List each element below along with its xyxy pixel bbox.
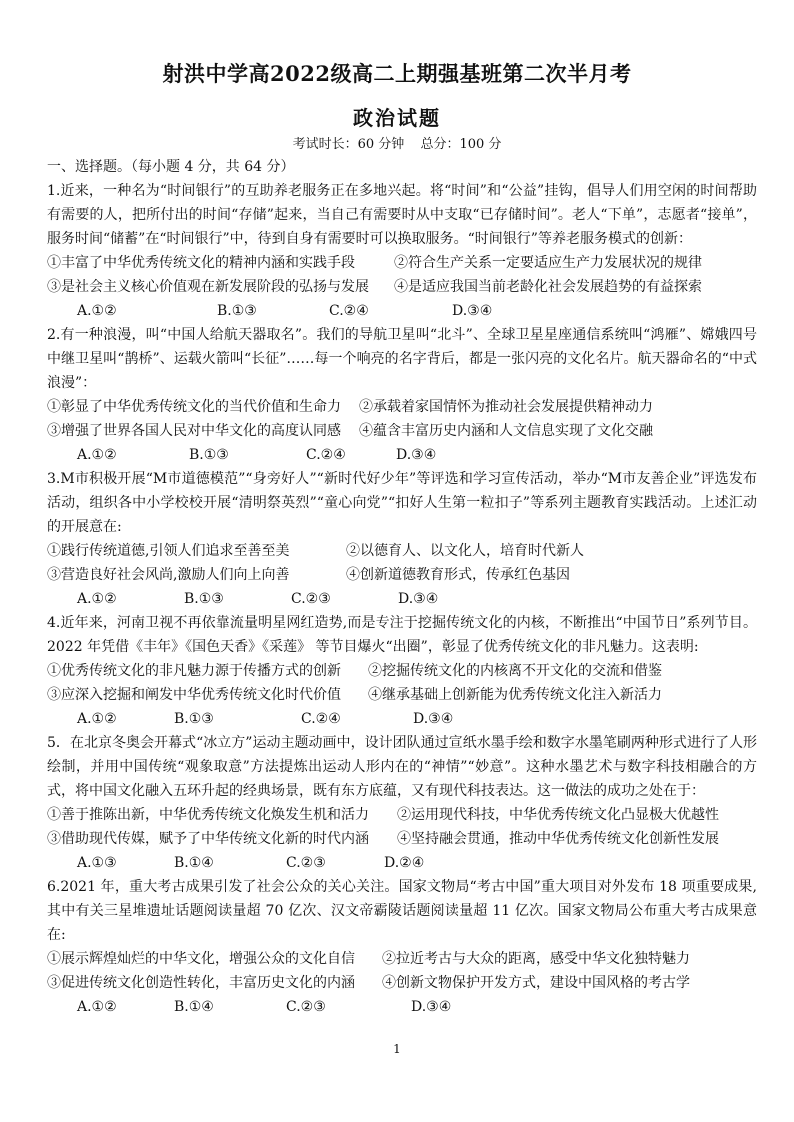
choice-a: A.①② — [77, 447, 117, 463]
question-1 — [47, 179, 757, 323]
answer-choices — [47, 707, 757, 731]
choice-b: B.①③ — [217, 303, 257, 319]
option-2: ②承载着家国情怀为推动社会发展提供精神动力 — [359, 399, 653, 415]
question-2 — [47, 323, 757, 467]
option-row — [47, 251, 757, 275]
option-4: ④创新道德教育形式，传承红色基因 — [346, 567, 570, 583]
option-3: ③增强了世界各国人民对中华文化的高度认同感 — [47, 423, 341, 439]
option-4: ④蕴含丰富历史内涵和人文信息实现了文化交融 — [359, 423, 653, 439]
choice-c: C.②④ — [301, 711, 341, 727]
exam-content — [47, 155, 757, 1019]
choice-d: D.③④ — [413, 711, 454, 727]
option-2: ②运用现代科技，中华优秀传统文化凸显极大优越性 — [397, 807, 719, 823]
option-4: ④继承基础上创新能为优秀传统文化注入新活力 — [368, 687, 662, 703]
option-row — [47, 395, 757, 419]
choice-b: B.①④ — [174, 999, 214, 1015]
option-2: ②以德育人、以文化人，培育时代新人 — [346, 543, 584, 559]
option-4: ④坚持融会贯通，推动中华优秀传统文化创新性发展 — [397, 831, 719, 847]
option-1: ①优秀传统文化的非凡魅力源于传播方式的创新 — [47, 663, 341, 679]
choice-b: B.①④ — [174, 855, 214, 871]
option-4: ④是适应我国当前老龄化社会发展趋势的有益探索 — [394, 279, 702, 295]
question-5 — [47, 731, 757, 875]
option-2: ②挖掘传统文化的内核离不开文化的交流和借鉴 — [368, 663, 662, 679]
choice-c: C.②③ — [286, 999, 326, 1015]
option-row — [47, 539, 757, 563]
option-row — [47, 947, 757, 971]
option-row — [47, 971, 757, 995]
choice-a: A.①② — [77, 591, 117, 607]
option-1: ①丰富了中华优秀传统文化的精神内涵和实践手段 — [47, 255, 355, 271]
question-stem: 5．在北京冬奥会开幕式“冰立方”运动主题动画中，设计团队通过宣纸水墨手绘和数字水墨笔刷两种形式进行了人形绘制，并用中国传统“观象取意”方法提炼出运动人形内在的“神情”“妙意”。这种水墨艺术与数字科技相融合的方式，将中国文化融入五环升起的经典场景，既有东方底蕴，又有现代科技表达。这一做法的成功之处在于： — [47, 735, 757, 799]
choice-d: D.②④ — [384, 855, 425, 871]
option-3: ③营造良好社会风尚,激励人们向上向善 — [47, 567, 290, 583]
choice-c: C.②③ — [291, 591, 331, 607]
answer-choices — [47, 587, 757, 611]
choice-d: D.③④ — [452, 303, 493, 319]
choice-a: A.①② — [77, 999, 117, 1015]
option-row — [47, 659, 757, 683]
exam-title: 射洪中学高2022级高二上期强基班第二次半月考 — [162, 61, 632, 86]
choice-b: B.①③ — [184, 591, 224, 607]
option-row — [47, 827, 757, 851]
option-1: ①践行传统道德,引领人们追求至善至美 — [47, 543, 290, 559]
section-heading: 一、选择题。（每小题 4 分，共 64 分） — [47, 159, 295, 175]
option-3: ③促进传统文化创造性转化，丰富历史文化的内涵 — [47, 975, 355, 991]
option-2: ②符合生产关系一定要适应生产力发展状况的规律 — [394, 255, 702, 271]
choice-d: D.③④ — [398, 591, 439, 607]
question-stem: 6.2021 年，重大考古成果引发了社会公众的关心关注。国家文物局“考古中国”重大项目对外发布 18 项重要成果,其中有关三星堆遗址话题阅读量超 70 亿次、汉文帝霸陵话题阅读量超 11 亿次。国家文物局公布重大考古成果意在: — [47, 879, 757, 943]
choice-a: A.①③ — [77, 855, 117, 871]
question-4 — [47, 611, 757, 731]
choice-a: A.①② — [77, 711, 117, 727]
question-3 — [47, 467, 757, 611]
exam-subject: 政治试题 — [353, 106, 441, 130]
question-stem: 3.M市积极开展“M市道德模范”“身旁好人”“新时代好少年”等评选和学习宣传活动，举办“M市友善企业”评选发布活动，组织各中小学校校开展“清明祭英烈”“童心向党”“扣好人生第一粒扣子”等系列主题教育实践活动。上述汇动的开展意在: — [47, 471, 757, 535]
question-stem: 2.有一种浪漫，叫“中国人给航天器取名”。我们的导航卫星叫“北斗”、全球卫星星座通信系统叫“鸿雁”、嫦娥四号中继卫星叫“鹊桥”、运载火箭叫“长征”……每一个响亮的名字背后，都是一张闪亮的文化名片。航天器命名的“中式浪漫”： — [47, 327, 757, 391]
option-2: ②拉近考古与大众的距离，感受中华文化独特魅力 — [382, 951, 690, 967]
question-stem: 4.近年来，河南卫视不再依靠流量明星网红造势,而是专注于挖掘传统文化的内核，不断推出“中国节日”系列节目。2022 年凭借《丰年》《国色天香》《采莲》 等节目爆火“出圈”，彰显了优秀传统文化的非凡魅力。这表明: — [47, 615, 757, 655]
choice-c: C.②③ — [286, 855, 326, 871]
page-number: 1 — [393, 1042, 401, 1056]
choice-c: C.②④ — [306, 447, 346, 463]
choice-d: D.③④ — [411, 999, 452, 1015]
option-4: ④创新文物保护开发方式，建设中国风格的考古学 — [382, 975, 690, 991]
option-row — [47, 275, 757, 299]
option-row — [47, 419, 757, 443]
exam-time: 考试时长：60 分钟 — [292, 137, 405, 152]
exam-score: 总分：100 分 — [420, 137, 502, 152]
answer-choices — [47, 995, 757, 1019]
option-3: ③应深入挖掘和阐发中华优秀传统文化时代价值 — [47, 687, 341, 703]
choice-a: A.①② — [77, 303, 117, 319]
option-1: ①展示辉煌灿烂的中华文化，增强公众的文化自信 — [47, 951, 355, 967]
choice-d: D.③④ — [396, 447, 437, 463]
answer-choices — [47, 299, 757, 323]
answer-choices — [47, 851, 757, 875]
choice-b: B.①③ — [189, 447, 229, 463]
answer-choices — [47, 443, 757, 467]
choice-b: B.①③ — [174, 711, 214, 727]
option-3: ③借助现代传媒，赋予了中华传统文化新的时代内涵 — [47, 831, 369, 847]
question-stem: 1.近来，一种名为“时间银行”的互助养老服务正在多地兴起。将“时间”和“公益”挂钩，倡导人们用空闲的时间帮助有需要的人，把所付出的时间“存储”起来，当自己有需要时从中支取“已存储时间”。老人“下单”，志愿者“接单”，服务时间“储蓄”在“时间银行”中，待到自身有需要时可以换取服务。“时间银行”等养老服务模式的创新： — [47, 183, 757, 247]
option-1: ①彰显了中华优秀传统文化的当代价值和生命力 — [47, 399, 341, 415]
exam-meta — [0, 133, 794, 152]
question-6 — [47, 875, 757, 1019]
option-1: ①善于推陈出新，中华优秀传统文化焕发生机和活力 — [47, 807, 369, 823]
choice-c: C.②④ — [329, 303, 369, 319]
option-3: ③是社会主义核心价值观在新发展阶段的弘扬与发展 — [47, 279, 369, 295]
option-row — [47, 563, 757, 587]
option-row — [47, 803, 757, 827]
option-row — [47, 683, 757, 707]
